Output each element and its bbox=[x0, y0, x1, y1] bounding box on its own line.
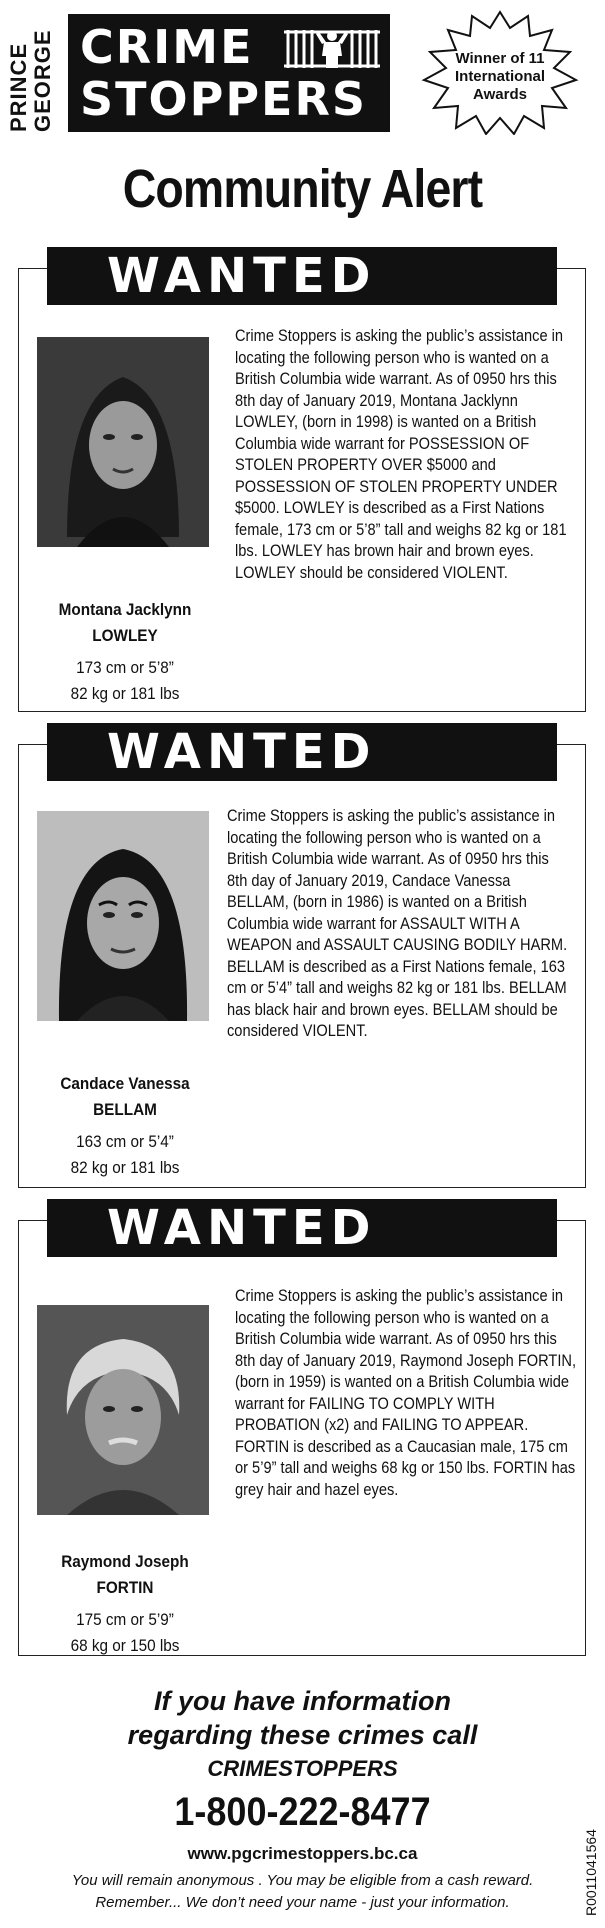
male-mugshot-icon bbox=[37, 1305, 209, 1515]
wanted-section-2 bbox=[18, 724, 586, 1188]
suspect-stats bbox=[35, 655, 215, 707]
reference-id: R0011041564 bbox=[583, 1829, 599, 1916]
wanted-section-3 bbox=[18, 1200, 586, 1656]
suspect-surname: FORTIN bbox=[96, 1578, 154, 1597]
prison-bars-icon bbox=[282, 26, 382, 72]
page-title: Community Alert bbox=[122, 159, 483, 219]
wanted-banner: WANTED bbox=[47, 1199, 557, 1257]
wanted-banner: WANTED bbox=[47, 247, 557, 305]
award-text bbox=[420, 50, 580, 104]
suspect-first-names: Raymond Joseph bbox=[61, 1552, 189, 1571]
award-line-1: Winner of 11 bbox=[455, 50, 545, 67]
suspect-surname: LOWLEY bbox=[92, 626, 158, 645]
suspect-name bbox=[35, 1071, 215, 1123]
wanted-banner: WANTED bbox=[47, 723, 557, 781]
suspect-name bbox=[35, 1549, 215, 1601]
wanted-section-1 bbox=[18, 248, 586, 712]
remember-note: Remember... We don’t need your name - just your information. bbox=[95, 1894, 510, 1911]
header bbox=[0, 0, 605, 219]
footer bbox=[0, 1672, 605, 1928]
info-line-2: regarding these crimes call bbox=[127, 1720, 478, 1750]
suspect-description: Crime Stoppers is asking the public’s assistance in locating the following person who is wanted on a British Columbia wide warrant. As of 0950 hrs this 8th day of January 2019, Raymond Joseph FORTIN, (born in 1959) is wanted on a British Columbia wide warrant for FAILING TO COMPLY WITH PROBATION (x2) and FAILING TO APPEAR. FORTIN is described as a Caucasian male, 175 cm or 5’9” tall and weighs 68 kg or 150 lbs. FORTIN has grey hair and hazel eyes. bbox=[235, 1286, 577, 1499]
logo-crime-text: CRIME bbox=[80, 20, 254, 74]
suspect-photo bbox=[37, 1305, 209, 1515]
phone-number: 1-800-222-8477 bbox=[174, 1790, 431, 1834]
suspect-photo bbox=[37, 811, 209, 1021]
suspect-stats bbox=[35, 1129, 215, 1181]
award-line-2: International bbox=[454, 68, 545, 85]
suspect-height: 163 cm or 5’4” bbox=[76, 1132, 174, 1151]
suspect-description: Crime Stoppers is asking the public’s assistance in locating the following person who is wanted on a British Columbia wide warrant. As of 0950 hrs this 8th day of January 2019, Candace Vanessa BELLAM, (born in 1986) is wanted on a British Columbia wide warrant for ASSAULT WITH A WEAPON and ASSAULT CAUSING BODILY HARM. BELLAM is described as a First Nations female, 163 cm or 5’4” tall and weighs 82 kg or 181 lbs. BELLAM has black hair and brown eyes. BELLAM should be considered VIOLENT. bbox=[227, 806, 568, 1040]
female-mugshot-icon bbox=[37, 811, 209, 1021]
suspect-first-names: Candace Vanessa bbox=[60, 1074, 190, 1093]
female-mugshot-icon bbox=[37, 337, 209, 547]
suspect-height: 175 cm or 5’9” bbox=[76, 1610, 174, 1629]
suspect-description: Crime Stoppers is asking the public’s assistance in locating the following person who is wanted on a British Columbia wide warrant. As of 0950 hrs this 8th day of January 2019, Montana Jacklynn LOWLEY, (born in 1998) is wanted on a British Columbia wide warrant for POSSESSION OF STOLEN PROPERTY OVER $5000 and POSSESSION OF STOLEN PROPERTY UNDER $5000. LOWLEY is described as a First Nations female, 173 cm or 5’8” tall and weighs 82 kg or 181 lbs. LOWLEY has brown hair and brown eyes. LOWLEY should be considered VIOLENT. bbox=[235, 326, 567, 582]
anonymous-note: You will remain anonymous . You may be eligible from a cash reward. bbox=[71, 1872, 534, 1889]
prince-text: PRINCE bbox=[6, 42, 31, 132]
suspect-height: 173 cm or 5’8” bbox=[76, 658, 174, 677]
suspect-weight: 82 kg or 181 lbs bbox=[70, 684, 180, 703]
suspect-weight: 68 kg or 150 lbs bbox=[70, 1636, 180, 1655]
crimestoppers-callout: CRIMESTOPPERS bbox=[207, 1756, 398, 1781]
award-badge bbox=[420, 10, 580, 135]
info-line-1: If you have information bbox=[153, 1686, 452, 1716]
crime-stoppers-logo bbox=[68, 14, 390, 132]
award-line-3: Awards bbox=[473, 86, 527, 103]
website-url: www.pgcrimestoppers.bc.ca bbox=[187, 1844, 418, 1863]
george-text: GEORGE bbox=[30, 29, 55, 132]
suspect-photo bbox=[37, 337, 209, 547]
suspect-surname: BELLAM bbox=[93, 1100, 157, 1119]
logo-stoppers-text: STOPPERS bbox=[80, 72, 368, 126]
suspect-name bbox=[35, 597, 215, 649]
prince-george-label bbox=[6, 14, 58, 132]
suspect-weight: 82 kg or 181 lbs bbox=[70, 1158, 180, 1177]
suspect-stats bbox=[35, 1607, 215, 1659]
suspect-first-names: Montana Jacklynn bbox=[58, 600, 192, 619]
